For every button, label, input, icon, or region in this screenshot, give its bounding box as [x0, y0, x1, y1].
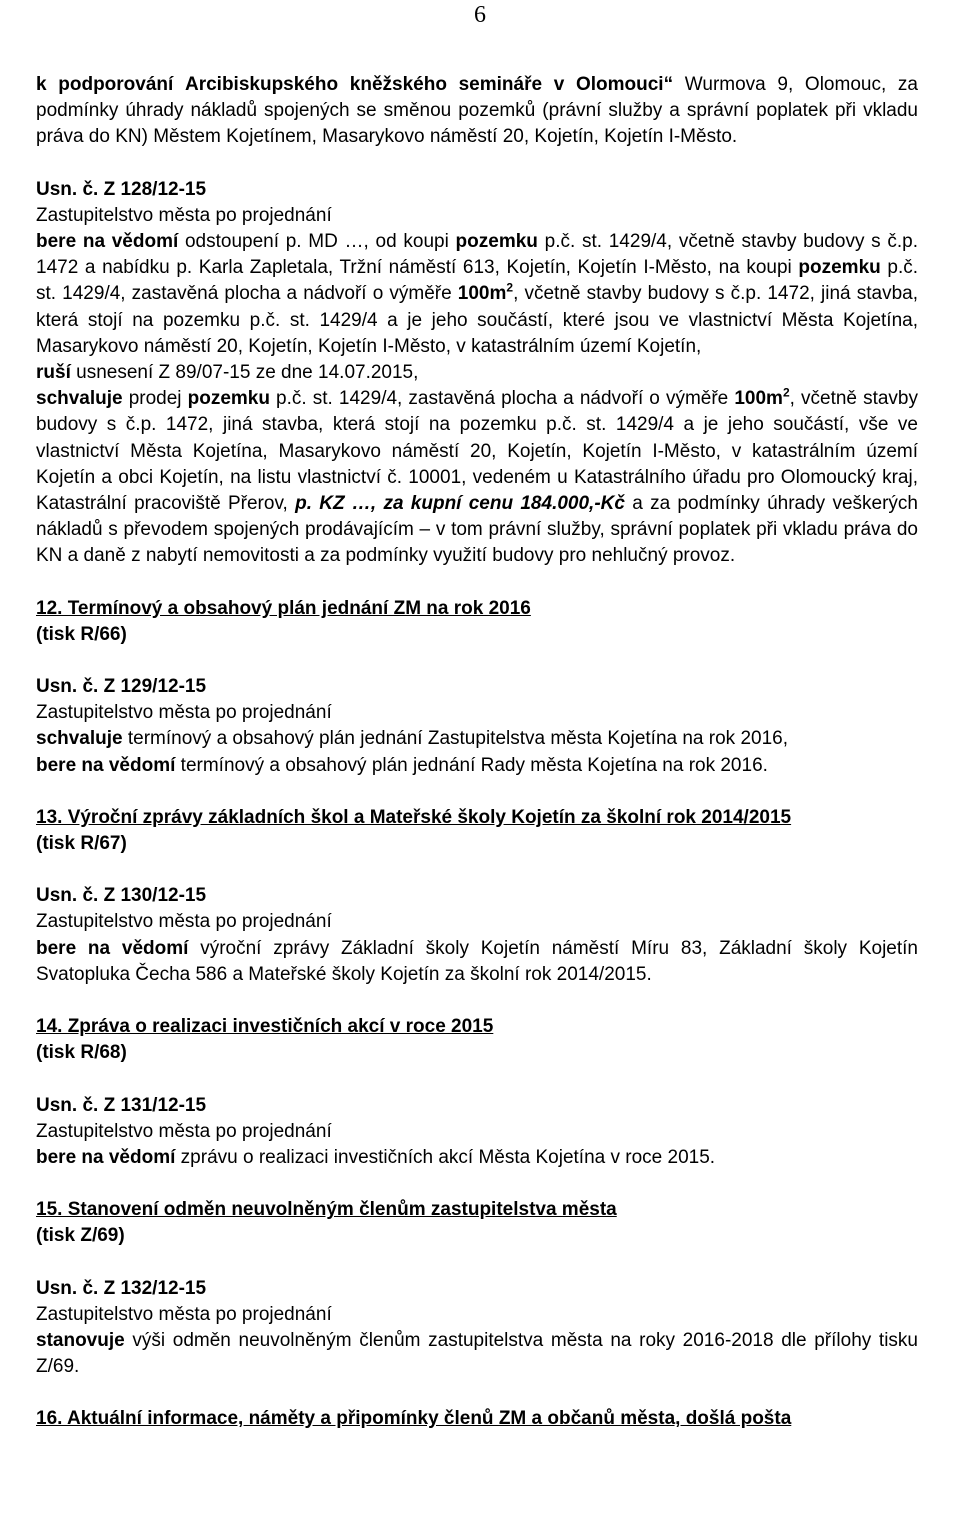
- section-heading-text: 14. Zpráva o realizaci investičních akcí v roce 2015: [36, 1016, 494, 1038]
- text-run: termínový a obsahový plán jednání Rady města Kojetína na rok 2016.: [175, 754, 768, 776]
- verb-text: stanovuje: [36, 1329, 125, 1351]
- text-run: p.č. st. 1429/4, zastavěná plocha a nádvoří o výměře: [36, 257, 918, 305]
- resolution-intro: Zastupitelstvo města po projednání: [36, 204, 332, 226]
- resolution-number: Usn. č. Z 131/12-15: [36, 1094, 207, 1116]
- resolution-number: Usn. č. Z 132/12-15: [36, 1277, 207, 1299]
- print-reference: (tisk R/67): [36, 833, 127, 855]
- resolution-number: Usn. č. Z 129/12-15: [36, 676, 207, 698]
- area-value: [734, 385, 790, 410]
- verb-text: bere na vědomí: [36, 754, 176, 776]
- section-heading-text: 16. Aktuální informace, náměty a připomínky členů ZM a občanů města, došlá pošta: [36, 1408, 792, 1430]
- verb-text: ruší: [36, 362, 71, 384]
- text-run: výši odměn neuvolněným členům zastupitelstva města na roky 2016-2018 dle přílohy tisku Z/69.: [36, 1329, 918, 1378]
- resolution-intro: Zastupitelstvo města po projednání: [36, 1120, 332, 1142]
- text-run: prodej: [122, 388, 188, 410]
- section-heading-text: 13. Výroční zprávy základních škol a Mateřské školy Kojetín za školní rok 2014/2015: [36, 806, 792, 828]
- print-reference: (tisk R/66): [36, 623, 127, 645]
- area-superscript: 2: [506, 281, 514, 296]
- spacer: [36, 1067, 918, 1093]
- resolution-text: [36, 936, 918, 988]
- spacer: [36, 1171, 918, 1197]
- resolution-text: [36, 753, 918, 779]
- text-run-bold: pozemku: [187, 388, 270, 410]
- verb-text: bere na vědomí: [36, 231, 179, 253]
- document-body: [36, 72, 918, 1433]
- text-run: výroční zprávy Základní školy Kojetín náměstí Míru 83, Základní školy Kojetín Svatopluka Čecha 586 a Mateřské školy Kojetín za školní rok 2014/2015.: [36, 937, 918, 985]
- intro-paragraph: [36, 72, 918, 151]
- spacer: [36, 570, 918, 596]
- text-run: termínový a obsahový plán jednání Zastupitelstva města Kojetína na rok 2016,: [122, 728, 788, 750]
- verb-text: bere na vědomí: [36, 1146, 176, 1168]
- resolution-intro: Zastupitelstvo města po projednání: [36, 702, 332, 724]
- resolution-number: Usn. č. Z 128/12-15: [36, 178, 207, 200]
- page-number: 6: [474, 2, 486, 28]
- section-heading-14: [36, 1014, 918, 1040]
- resolution-text: [36, 1145, 918, 1171]
- spacer: [36, 1380, 918, 1406]
- spacer: [36, 1250, 918, 1276]
- verb-text: bere na vědomí: [36, 937, 189, 959]
- spacer: [36, 988, 918, 1014]
- resolution-text: [36, 229, 918, 360]
- spacer: [36, 151, 918, 177]
- resolution-number: Usn. č. Z 130/12-15: [36, 885, 207, 907]
- spacer: [36, 857, 918, 883]
- text-run: , včetně stavby budovy s č.p. 1472, jiná stavba, která stojí na pozemku p.č. st. 1429/4 a je jeho součástí, vše ve vlastnictví Města Kojetína, Masarykovo náměstí 20, Kojetín, Kojetín I-Město, v katastrálním území Kojetín a obci Kojetín, na listu vlastnictví č. 10001, vedeném u Katastrálního úřadu pro Olomoucký kraj, Katastrální pracoviště Přerov,: [36, 388, 918, 515]
- text-run: odstoupení p. MD …, od koupi: [178, 231, 456, 253]
- resolution-intro: Zastupitelstvo města po projednání: [36, 1303, 332, 1325]
- intro-text-1: k podporování: [36, 74, 174, 95]
- section-heading-13: [36, 805, 918, 831]
- verb-text: schvaluje: [36, 388, 123, 410]
- text-run: zprávu o realizaci investičních akcí Města Kojetína v roce 2015.: [175, 1146, 716, 1168]
- area-number: 100m: [734, 388, 783, 410]
- verb-text: schvaluje: [36, 728, 123, 750]
- area-number: 100m: [457, 283, 507, 305]
- print-reference: (tisk R/68): [36, 1042, 127, 1064]
- section-heading-16: [36, 1406, 918, 1432]
- text-run-bold: pozemku: [455, 231, 538, 253]
- text-run-bold: pozemku: [798, 257, 881, 279]
- resolution-text: [36, 726, 918, 752]
- buyer-price-text: p. KZ …, za kupní cenu 184.000,-Kč: [295, 493, 625, 515]
- section-heading-text: 15. Stanovení odměn neuvolněným členům zastupitelstva města: [36, 1199, 617, 1221]
- text-run: , včetně stavby budovy s č.p. 1472, jiná stavba, která stojí na pozemku p.č. st. 1429/4 a je jeho součástí, které jsou ve vlastnictví Města Kojetína, Masarykovo náměstí 20, Kojetín, Kojetín I-Město, v katastrálním území Kojetín,: [36, 283, 918, 357]
- spacer: [36, 648, 918, 674]
- intro-text-2: Arcibiskupského kněžského semináře v Olomouci“: [184, 74, 674, 95]
- print-reference: (tisk Z/69): [36, 1225, 125, 1247]
- text-run: a za podmínky úhrady veškerých nákladů s převodem spojených prodávajícím – v tom právní služby, správní poplatek při vkladu práva do KN a daně z nabytí nemovitosti a za podmínky využití budovy pro nehlučný provoz.: [36, 493, 918, 567]
- resolution-text: [36, 386, 918, 569]
- resolution-intro: Zastupitelstvo města po projednání: [36, 911, 332, 933]
- area-value: [458, 283, 513, 304]
- resolution-text: [36, 360, 918, 386]
- section-heading-text: 12. Termínový a obsahový plán jednání ZM na rok 2016: [36, 597, 531, 619]
- text-run: p.č. st. 1429/4, včetně stavby budovy s č.p. 1472 a nabídku p. Karla Zapletala, Tržní náměstí 613, Kojetín, Kojetín I-Město, na koupi: [36, 231, 918, 279]
- area-superscript: 2: [782, 385, 790, 400]
- intro-text-3: Wurmova 9, Olomouc, za podmínky úhrady nákladů spojených se směnou pozemků (právní služby a správní poplatek při vkladu práva do KN) Městem Kojetínem, Masarykovo náměstí 20, Kojetín, Kojetín I-Město.: [36, 74, 918, 148]
- text-run: p.č. st. 1429/4, zastavěná plocha a nádvoří o výměře: [269, 388, 735, 410]
- spacer: [36, 779, 918, 805]
- resolution-text: [36, 1328, 918, 1380]
- text-run: usnesení Z 89/07-15 ze dne 14.07.2015,: [70, 362, 419, 384]
- section-heading-15: [36, 1197, 918, 1223]
- section-heading-12: [36, 596, 918, 622]
